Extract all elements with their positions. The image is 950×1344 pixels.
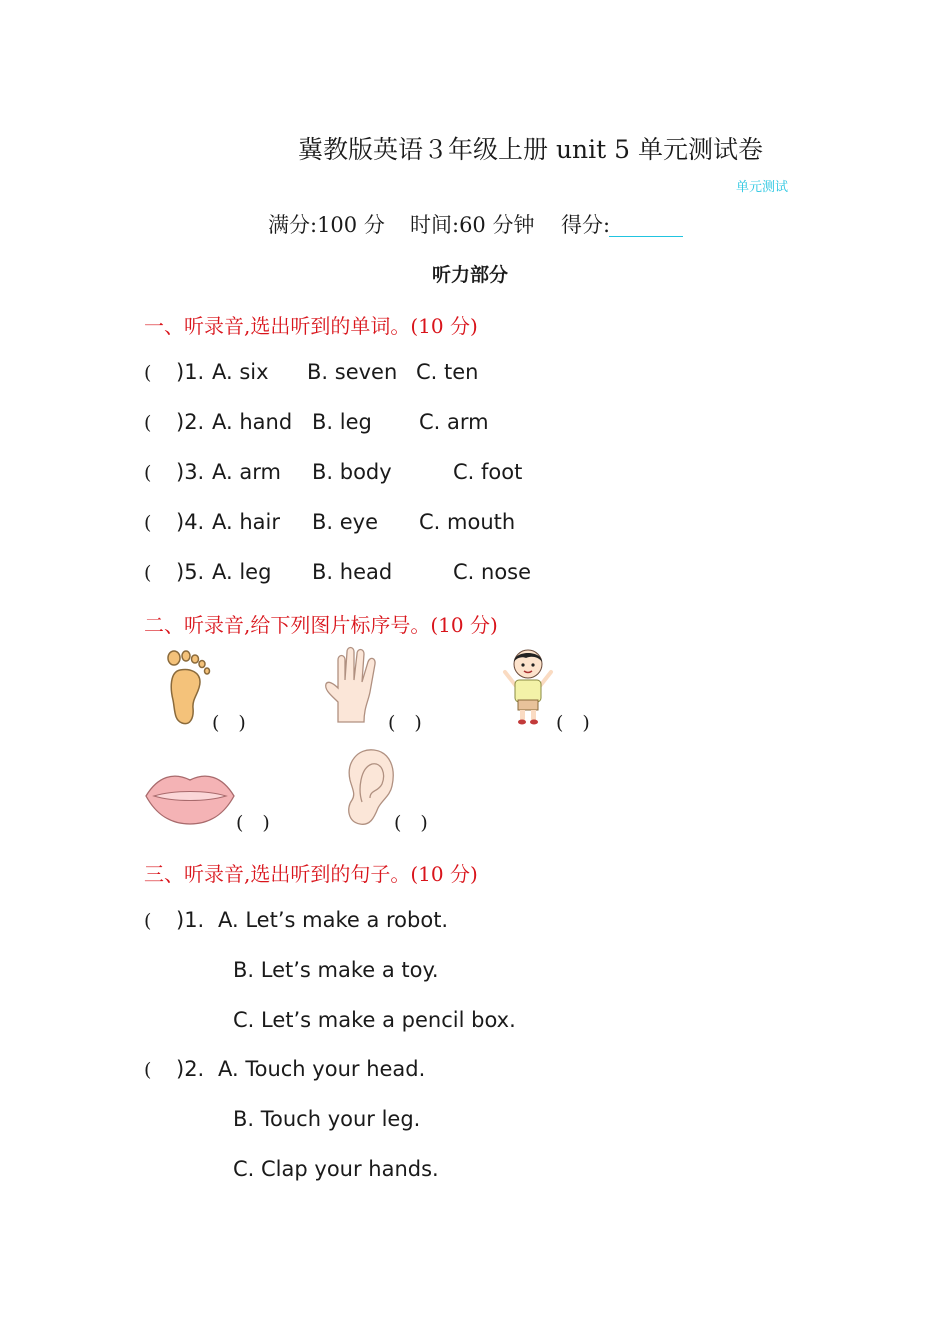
answer-paren[interactable]: ( — [144, 1059, 152, 1081]
score-label: 得分: — [561, 213, 611, 237]
picture-answer-paren[interactable]: ( ) — [394, 812, 428, 834]
answer-paren[interactable]: ( — [144, 910, 152, 932]
option-b: B. eye — [312, 510, 379, 534]
question-number: )2. — [176, 410, 205, 434]
watermark: 单元测试 — [736, 180, 789, 195]
answer-paren[interactable]: ( — [144, 412, 152, 434]
option-b: B. Let’s make a toy. — [233, 958, 439, 982]
picture-answer-paren[interactable]: ( ) — [388, 712, 422, 734]
answer-paren[interactable]: ( — [144, 462, 152, 484]
question-number: )1. — [176, 360, 205, 384]
option-a: A. hair — [212, 510, 280, 534]
answer-paren[interactable]: ( — [144, 362, 152, 384]
option-b: B. leg — [312, 410, 372, 434]
option-c: C. foot — [453, 460, 523, 484]
option-a: A. arm — [212, 460, 281, 484]
part-title: 听力部分 — [432, 264, 509, 286]
option-b: B. head — [312, 560, 393, 584]
score-blank[interactable] — [609, 236, 683, 237]
answer-paren[interactable]: ( — [144, 562, 152, 584]
question-number: )5. — [176, 560, 205, 584]
section1-heading: 一、听录音,选出听到的单词。(10 分) — [144, 314, 478, 338]
time-limit: 时间:60 分钟 — [410, 213, 535, 237]
option-a: A. leg — [212, 560, 272, 584]
option-b: B. body — [312, 460, 392, 484]
option-c: C. Let’s make a pencil box. — [233, 1008, 516, 1032]
option-a: A. hand — [212, 410, 293, 434]
option-b: B. seven — [307, 360, 398, 384]
answer-paren[interactable]: ( — [144, 512, 152, 534]
hand-icon — [320, 646, 390, 724]
ear-icon — [342, 746, 396, 828]
foot-icon — [160, 648, 214, 726]
option-c: C. mouth — [419, 510, 516, 534]
question-number: )2. — [176, 1057, 205, 1081]
mouth-icon — [144, 768, 236, 826]
section3-heading: 三、听录音,选出听到的句子。(10 分) — [144, 862, 478, 886]
option-b: B. Touch your leg. — [233, 1107, 421, 1131]
boy-icon — [500, 646, 556, 726]
picture-answer-paren[interactable]: ( ) — [212, 712, 246, 734]
option-c: C. Clap your hands. — [233, 1157, 439, 1181]
option-a: A. six — [212, 360, 269, 384]
option-a: A. Let’s make a robot. — [218, 908, 449, 932]
option-a: A. Touch your head. — [218, 1057, 426, 1081]
question-number: )3. — [176, 460, 205, 484]
page-title: 冀教版英语３年级上册 unit 5 单元测试卷 — [298, 135, 763, 164]
question-number: )4. — [176, 510, 205, 534]
full-score: 满分:100 分 — [268, 213, 385, 237]
option-c: C. nose — [453, 560, 532, 584]
picture-answer-paren[interactable]: ( ) — [236, 812, 270, 834]
picture-answer-paren[interactable]: ( ) — [556, 712, 590, 734]
section2-heading: 二、听录音,给下列图片标序号。(10 分) — [144, 613, 498, 637]
option-c: C. arm — [419, 410, 489, 434]
option-c: C. ten — [416, 360, 479, 384]
question-number: )1. — [176, 908, 205, 932]
